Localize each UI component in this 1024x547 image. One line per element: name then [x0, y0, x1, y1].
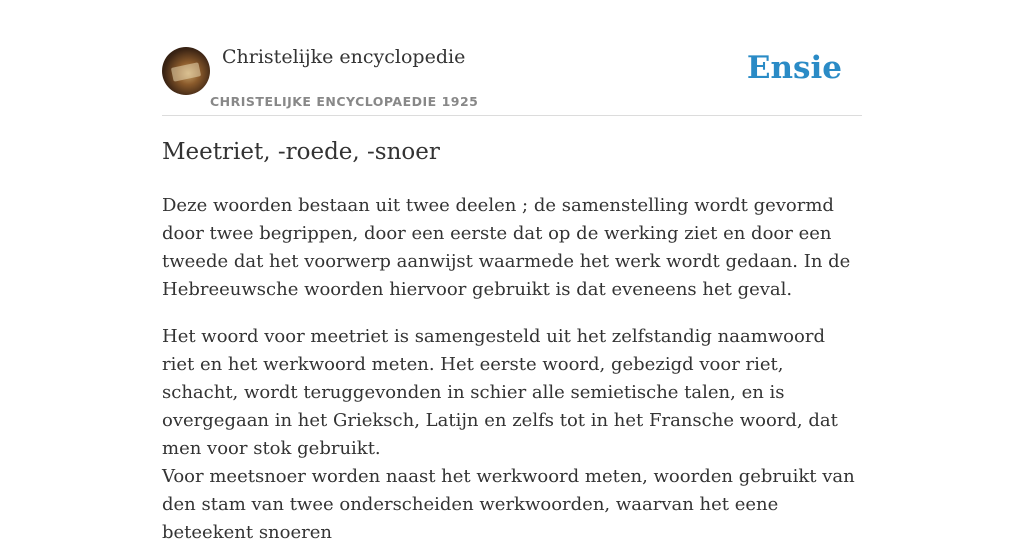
- ensie-logo[interactable]: Ensie: [746, 50, 842, 86]
- page-container: [162, 0, 862, 543]
- page-header: [162, 0, 862, 116]
- article-paragraph: Deze woorden bestaan uit twee deelen ; de samenstelling wordt gevormd door twee begrippen, door een eerste dat op de werking ziet en door een tweede dat het voorwerp aanwijst waarmede het werk wordt gedaan. In de Hebreeuwsche woorden hiervoor gebruikt is dat eveneens het geval.: [162, 195, 851, 300]
- encyclopedia-avatar[interactable]: [162, 47, 210, 95]
- site-name-link[interactable]: Christelijke encyclopedie: [222, 46, 466, 68]
- source-label[interactable]: CHRISTELIJKE ENCYCLOPAEDIE 1925: [210, 94, 479, 109]
- article-paragraph: Het woord voor meetriet is samengesteld uit het zelfstandig naamwoord riet en het werkwoord meten. Het eerste woord, gebezigd voor riet, schacht, wordt teruggevonden in schier alle semietische talen, en is overgegaan in het Grieksch, Latijn en zelfs tot in het Fransche woord, dat men voor stok gebruikt.: [162, 326, 838, 459]
- article-title: Meetriet, -roede, -snoer: [162, 139, 440, 165]
- article-paragraph: Voor meetsnoer worden naast het werkwoord meten, woorden gebruikt van den stam van twee onderscheiden werkwoorden, waarvan het eene beteekent snoeren: [162, 466, 855, 543]
